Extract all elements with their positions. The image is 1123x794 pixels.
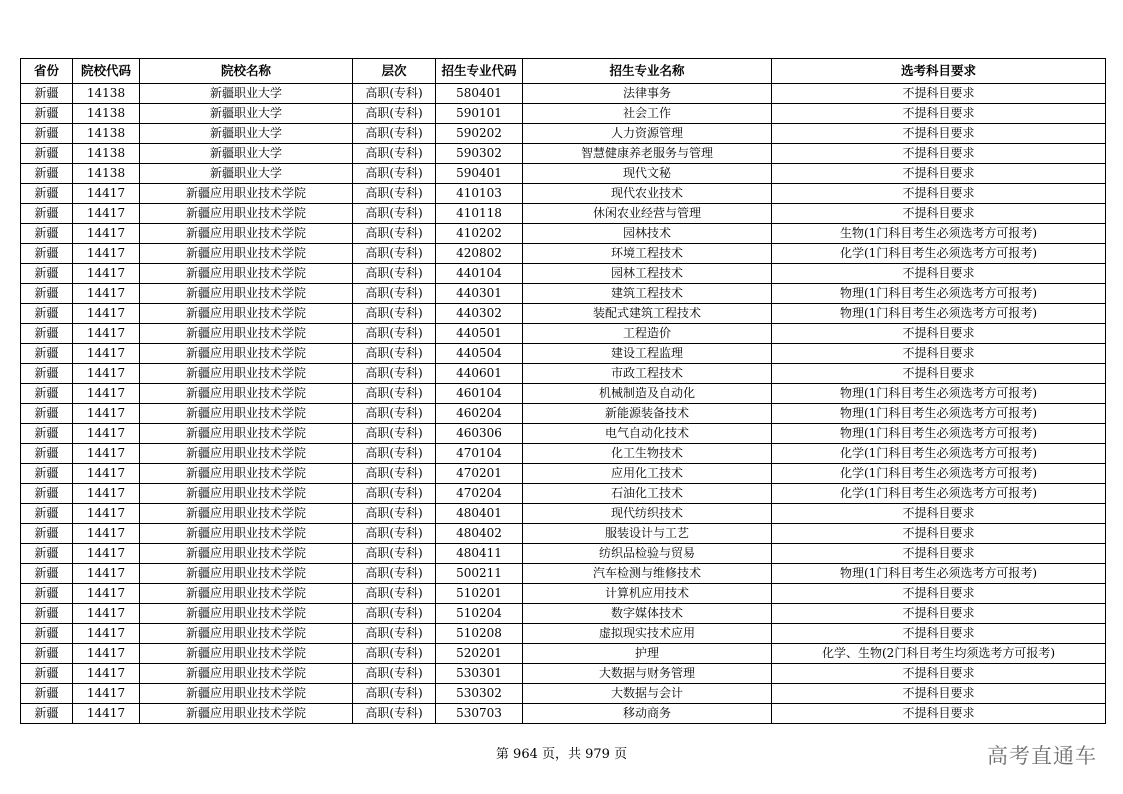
cell-major-code: 410202 <box>436 224 523 244</box>
cell-major-code: 440504 <box>436 344 523 364</box>
cell-school-code: 14417 <box>73 244 140 264</box>
cell-province: 新疆 <box>21 384 73 404</box>
cell-province: 新疆 <box>21 304 73 324</box>
column-header-school-name: 院校名称 <box>140 59 353 84</box>
table-row <box>21 84 1106 104</box>
table-row <box>21 364 1106 384</box>
cell-school-code: 14417 <box>73 604 140 624</box>
cell-subject-requirement: 不提科目要求 <box>772 144 1106 164</box>
cell-province: 新疆 <box>21 604 73 624</box>
cell-major-name: 建筑工程技术 <box>523 284 772 304</box>
cell-subject-requirement: 生物(1门科目考生必须选考方可报考) <box>772 224 1106 244</box>
cell-school-name: 新疆应用职业技术学院 <box>140 644 353 664</box>
cell-subject-requirement: 物理(1门科目考生必须选考方可报考) <box>772 564 1106 584</box>
cell-major-code: 500211 <box>436 564 523 584</box>
table-row <box>21 444 1106 464</box>
cell-major-name: 大数据与财务管理 <box>523 664 772 684</box>
cell-school-name: 新疆职业大学 <box>140 144 353 164</box>
cell-subject-requirement: 不提科目要求 <box>772 624 1106 644</box>
cell-major-code: 420802 <box>436 244 523 264</box>
cell-subject-requirement: 物理(1门科目考生必须选考方可报考) <box>772 304 1106 324</box>
cell-level: 高职(专科) <box>353 264 436 284</box>
table-row <box>21 284 1106 304</box>
cell-school-code: 14417 <box>73 344 140 364</box>
cell-level: 高职(专科) <box>353 224 436 244</box>
cell-province: 新疆 <box>21 244 73 264</box>
cell-major-code: 480411 <box>436 544 523 564</box>
cell-level: 高职(专科) <box>353 164 436 184</box>
cell-major-code: 480401 <box>436 504 523 524</box>
column-header-level: 层次 <box>353 59 436 84</box>
cell-subject-requirement: 化学(1门科目考生必须选考方可报考) <box>772 484 1106 504</box>
cell-level: 高职(专科) <box>353 524 436 544</box>
cell-subject-requirement: 不提科目要求 <box>772 364 1106 384</box>
cell-province: 新疆 <box>21 504 73 524</box>
cell-school-name: 新疆应用职业技术学院 <box>140 524 353 544</box>
cell-province: 新疆 <box>21 624 73 644</box>
cell-major-code: 440501 <box>436 324 523 344</box>
cell-school-name: 新疆应用职业技术学院 <box>140 204 353 224</box>
cell-major-name: 现代农业技术 <box>523 184 772 204</box>
cell-major-code: 530703 <box>436 704 523 724</box>
cell-subject-requirement: 不提科目要求 <box>772 584 1106 604</box>
cell-province: 新疆 <box>21 84 73 104</box>
cell-province: 新疆 <box>21 704 73 724</box>
cell-major-code: 530302 <box>436 684 523 704</box>
cell-school-name: 新疆职业大学 <box>140 84 353 104</box>
cell-school-name: 新疆应用职业技术学院 <box>140 664 353 684</box>
cell-major-name: 石油化工技术 <box>523 484 772 504</box>
table-row <box>21 204 1106 224</box>
cell-major-name: 机械制造及自动化 <box>523 384 772 404</box>
column-header-school-code: 院校代码 <box>73 59 140 84</box>
cell-major-code: 590202 <box>436 124 523 144</box>
cell-major-name: 现代纺织技术 <box>523 504 772 524</box>
table-row <box>21 664 1106 684</box>
cell-province: 新疆 <box>21 104 73 124</box>
cell-level: 高职(专科) <box>353 684 436 704</box>
cell-school-name: 新疆应用职业技术学院 <box>140 684 353 704</box>
column-header-province: 省份 <box>21 59 73 84</box>
cell-level: 高职(专科) <box>353 284 436 304</box>
cell-school-name: 新疆应用职业技术学院 <box>140 284 353 304</box>
cell-subject-requirement: 不提科目要求 <box>772 524 1106 544</box>
cell-major-name: 化工生物技术 <box>523 444 772 464</box>
cell-level: 高职(专科) <box>353 404 436 424</box>
cell-major-code: 590302 <box>436 144 523 164</box>
cell-level: 高职(专科) <box>353 124 436 144</box>
cell-province: 新疆 <box>21 584 73 604</box>
cell-school-code: 14417 <box>73 264 140 284</box>
cell-province: 新疆 <box>21 484 73 504</box>
cell-level: 高职(专科) <box>353 424 436 444</box>
cell-major-code: 590401 <box>436 164 523 184</box>
table-row <box>21 384 1106 404</box>
cell-province: 新疆 <box>21 444 73 464</box>
cell-school-code: 14417 <box>73 204 140 224</box>
cell-school-name: 新疆应用职业技术学院 <box>140 304 353 324</box>
cell-subject-requirement: 不提科目要求 <box>772 164 1106 184</box>
cell-school-name: 新疆应用职业技术学院 <box>140 244 353 264</box>
cell-subject-requirement: 不提科目要求 <box>772 504 1106 524</box>
cell-major-name: 市政工程技术 <box>523 364 772 384</box>
cell-level: 高职(专科) <box>353 144 436 164</box>
cell-level: 高职(专科) <box>353 624 436 644</box>
cell-subject-requirement: 化学(1门科目考生必须选考方可报考) <box>772 244 1106 264</box>
table-row <box>21 104 1106 124</box>
cell-subject-requirement: 化学、生物(2门科目考生均须选考方可报考) <box>772 644 1106 664</box>
table-row <box>21 404 1106 424</box>
cell-major-code: 460306 <box>436 424 523 444</box>
cell-subject-requirement: 不提科目要求 <box>772 84 1106 104</box>
cell-school-code: 14417 <box>73 504 140 524</box>
cell-school-code: 14417 <box>73 544 140 564</box>
cell-school-code: 14417 <box>73 304 140 324</box>
table-row <box>21 424 1106 444</box>
cell-major-name: 工程造价 <box>523 324 772 344</box>
table-row <box>21 264 1106 284</box>
column-header-major-name: 招生专业名称 <box>523 59 772 84</box>
cell-school-name: 新疆应用职业技术学院 <box>140 544 353 564</box>
cell-province: 新疆 <box>21 464 73 484</box>
cell-level: 高职(专科) <box>353 184 436 204</box>
cell-school-name: 新疆应用职业技术学院 <box>140 604 353 624</box>
cell-major-name: 数字媒体技术 <box>523 604 772 624</box>
cell-subject-requirement: 不提科目要求 <box>772 544 1106 564</box>
cell-school-code: 14138 <box>73 164 140 184</box>
table-row <box>21 344 1106 364</box>
cell-school-name: 新疆应用职业技术学院 <box>140 264 353 284</box>
cell-province: 新疆 <box>21 224 73 244</box>
cell-school-code: 14417 <box>73 444 140 464</box>
cell-major-name: 建设工程监理 <box>523 344 772 364</box>
cell-major-code: 510201 <box>436 584 523 604</box>
column-header-subject-requirement: 选考科目要求 <box>772 59 1106 84</box>
table-row <box>21 184 1106 204</box>
cell-school-code: 14417 <box>73 404 140 424</box>
table-row <box>21 324 1106 344</box>
cell-level: 高职(专科) <box>353 704 436 724</box>
cell-major-name: 环境工程技术 <box>523 244 772 264</box>
cell-major-code: 530301 <box>436 664 523 684</box>
cell-subject-requirement: 不提科目要求 <box>772 664 1106 684</box>
cell-school-name: 新疆应用职业技术学院 <box>140 224 353 244</box>
cell-school-code: 14138 <box>73 104 140 124</box>
table-row <box>21 584 1106 604</box>
cell-school-name: 新疆应用职业技术学院 <box>140 384 353 404</box>
cell-subject-requirement: 不提科目要求 <box>772 264 1106 284</box>
cell-province: 新疆 <box>21 644 73 664</box>
cell-school-code: 14138 <box>73 84 140 104</box>
cell-school-name: 新疆职业大学 <box>140 164 353 184</box>
cell-major-name: 园林工程技术 <box>523 264 772 284</box>
table-row <box>21 304 1106 324</box>
cell-province: 新疆 <box>21 544 73 564</box>
cell-major-name: 汽车检测与维修技术 <box>523 564 772 584</box>
cell-school-code: 14138 <box>73 124 140 144</box>
table-row <box>21 704 1106 724</box>
table-row <box>21 124 1106 144</box>
cell-level: 高职(专科) <box>353 484 436 504</box>
cell-level: 高职(专科) <box>353 84 436 104</box>
table-row <box>21 504 1106 524</box>
cell-level: 高职(专科) <box>353 584 436 604</box>
cell-province: 新疆 <box>21 344 73 364</box>
cell-school-code: 14417 <box>73 644 140 664</box>
cell-school-name: 新疆应用职业技术学院 <box>140 484 353 504</box>
cell-province: 新疆 <box>21 324 73 344</box>
cell-school-name: 新疆应用职业技术学院 <box>140 364 353 384</box>
table-row <box>21 144 1106 164</box>
cell-major-name: 计算机应用技术 <box>523 584 772 604</box>
cell-school-name: 新疆应用职业技术学院 <box>140 324 353 344</box>
cell-school-name: 新疆应用职业技术学院 <box>140 464 353 484</box>
table-row <box>21 604 1106 624</box>
cell-major-code: 510204 <box>436 604 523 624</box>
cell-major-code: 410118 <box>436 204 523 224</box>
cell-school-code: 14417 <box>73 364 140 384</box>
cell-major-code: 580401 <box>436 84 523 104</box>
cell-major-name: 服装设计与工艺 <box>523 524 772 544</box>
cell-level: 高职(专科) <box>353 364 436 384</box>
cell-school-name: 新疆应用职业技术学院 <box>140 424 353 444</box>
cell-school-code: 14417 <box>73 484 140 504</box>
cell-school-code: 14138 <box>73 144 140 164</box>
cell-subject-requirement: 化学(1门科目考生必须选考方可报考) <box>772 444 1106 464</box>
cell-major-name: 现代文秘 <box>523 164 772 184</box>
cell-school-code: 14417 <box>73 324 140 344</box>
cell-major-name: 园林技术 <box>523 224 772 244</box>
cell-school-code: 14417 <box>73 684 140 704</box>
cell-level: 高职(专科) <box>353 644 436 664</box>
cell-school-name: 新疆应用职业技术学院 <box>140 404 353 424</box>
cell-major-code: 470201 <box>436 464 523 484</box>
cell-school-code: 14417 <box>73 424 140 444</box>
cell-level: 高职(专科) <box>353 504 436 524</box>
cell-level: 高职(专科) <box>353 544 436 564</box>
cell-level: 高职(专科) <box>353 564 436 584</box>
cell-level: 高职(专科) <box>353 344 436 364</box>
table-row <box>21 164 1106 184</box>
cell-province: 新疆 <box>21 524 73 544</box>
cell-major-code: 460204 <box>436 404 523 424</box>
cell-province: 新疆 <box>21 204 73 224</box>
cell-major-code: 510208 <box>436 624 523 644</box>
cell-subject-requirement: 不提科目要求 <box>772 684 1106 704</box>
cell-major-code: 470104 <box>436 444 523 464</box>
cell-major-name: 新能源装备技术 <box>523 404 772 424</box>
cell-major-name: 纺织品检验与贸易 <box>523 544 772 564</box>
page-number: 第 964 页，共 979 页 <box>495 747 628 762</box>
cell-subject-requirement: 物理(1门科目考生必须选考方可报考) <box>772 284 1106 304</box>
cell-province: 新疆 <box>21 684 73 704</box>
cell-level: 高职(专科) <box>353 444 436 464</box>
cell-level: 高职(专科) <box>353 384 436 404</box>
cell-subject-requirement: 物理(1门科目考生必须选考方可报考) <box>772 404 1106 424</box>
cell-major-name: 人力资源管理 <box>523 124 772 144</box>
table-row <box>21 564 1106 584</box>
cell-major-name: 虚拟现实技术应用 <box>523 624 772 644</box>
cell-level: 高职(专科) <box>353 324 436 344</box>
table-body <box>21 84 1106 724</box>
cell-level: 高职(专科) <box>353 604 436 624</box>
cell-province: 新疆 <box>21 564 73 584</box>
table-row <box>21 684 1106 704</box>
cell-school-name: 新疆应用职业技术学院 <box>140 504 353 524</box>
cell-major-code: 440301 <box>436 284 523 304</box>
cell-province: 新疆 <box>21 144 73 164</box>
cell-school-name: 新疆应用职业技术学院 <box>140 624 353 644</box>
cell-school-name: 新疆应用职业技术学院 <box>140 564 353 584</box>
table-row <box>21 244 1106 264</box>
column-header-major-code: 招生专业代码 <box>436 59 523 84</box>
cell-subject-requirement: 物理(1门科目考生必须选考方可报考) <box>772 424 1106 444</box>
cell-subject-requirement: 化学(1门科目考生必须选考方可报考) <box>772 464 1106 484</box>
cell-school-code: 14417 <box>73 624 140 644</box>
cell-school-name: 新疆职业大学 <box>140 124 353 144</box>
table-row <box>21 624 1106 644</box>
cell-school-code: 14417 <box>73 464 140 484</box>
cell-province: 新疆 <box>21 424 73 444</box>
table-row <box>21 524 1106 544</box>
cell-major-code: 410103 <box>436 184 523 204</box>
cell-level: 高职(专科) <box>353 244 436 264</box>
cell-school-code: 14417 <box>73 224 140 244</box>
cell-major-name: 法律事务 <box>523 84 772 104</box>
watermark-logo: 高考直通车 <box>987 744 1097 768</box>
cell-province: 新疆 <box>21 364 73 384</box>
cell-province: 新疆 <box>21 404 73 424</box>
cell-major-name: 智慧健康养老服务与管理 <box>523 144 772 164</box>
cell-major-name: 大数据与会计 <box>523 684 772 704</box>
cell-major-name: 社会工作 <box>523 104 772 124</box>
cell-major-code: 470204 <box>436 484 523 504</box>
cell-major-code: 440104 <box>436 264 523 284</box>
cell-major-code: 440601 <box>436 364 523 384</box>
cell-major-code: 590101 <box>436 104 523 124</box>
cell-subject-requirement: 不提科目要求 <box>772 204 1106 224</box>
cell-subject-requirement: 不提科目要求 <box>772 184 1106 204</box>
cell-school-code: 14417 <box>73 564 140 584</box>
cell-subject-requirement: 不提科目要求 <box>772 324 1106 344</box>
cell-school-name: 新疆应用职业技术学院 <box>140 704 353 724</box>
table-row <box>21 644 1106 664</box>
table-row <box>21 484 1106 504</box>
cell-subject-requirement: 不提科目要求 <box>772 344 1106 364</box>
cell-level: 高职(专科) <box>353 304 436 324</box>
cell-major-code: 460104 <box>436 384 523 404</box>
cell-major-name: 休闲农业经营与管理 <box>523 204 772 224</box>
cell-school-code: 14417 <box>73 384 140 404</box>
table-row <box>21 464 1106 484</box>
table-row <box>21 224 1106 244</box>
cell-level: 高职(专科) <box>353 464 436 484</box>
cell-province: 新疆 <box>21 284 73 304</box>
enrollment-table <box>20 58 1106 724</box>
cell-school-code: 14417 <box>73 524 140 544</box>
cell-province: 新疆 <box>21 664 73 684</box>
cell-school-name: 新疆应用职业技术学院 <box>140 344 353 364</box>
cell-subject-requirement: 不提科目要求 <box>772 604 1106 624</box>
cell-school-code: 14417 <box>73 664 140 684</box>
cell-school-code: 14417 <box>73 184 140 204</box>
cell-major-code: 480402 <box>436 524 523 544</box>
cell-major-name: 电气自动化技术 <box>523 424 772 444</box>
cell-school-name: 新疆应用职业技术学院 <box>140 184 353 204</box>
cell-province: 新疆 <box>21 264 73 284</box>
cell-major-name: 应用化工技术 <box>523 464 772 484</box>
cell-school-code: 14417 <box>73 284 140 304</box>
cell-province: 新疆 <box>21 164 73 184</box>
cell-school-name: 新疆应用职业技术学院 <box>140 444 353 464</box>
cell-subject-requirement: 不提科目要求 <box>772 104 1106 124</box>
cell-province: 新疆 <box>21 124 73 144</box>
cell-subject-requirement: 不提科目要求 <box>772 704 1106 724</box>
cell-level: 高职(专科) <box>353 664 436 684</box>
cell-school-code: 14417 <box>73 584 140 604</box>
cell-school-name: 新疆职业大学 <box>140 104 353 124</box>
table-header-row <box>21 59 1106 84</box>
cell-major-code: 440302 <box>436 304 523 324</box>
cell-subject-requirement: 物理(1门科目考生必须选考方可报考) <box>772 384 1106 404</box>
cell-province: 新疆 <box>21 184 73 204</box>
cell-level: 高职(专科) <box>353 104 436 124</box>
cell-subject-requirement: 不提科目要求 <box>772 124 1106 144</box>
cell-major-code: 520201 <box>436 644 523 664</box>
cell-major-name: 移动商务 <box>523 704 772 724</box>
table-row <box>21 544 1106 564</box>
cell-major-name: 装配式建筑工程技术 <box>523 304 772 324</box>
cell-level: 高职(专科) <box>353 204 436 224</box>
cell-major-name: 护理 <box>523 644 772 664</box>
cell-school-code: 14417 <box>73 704 140 724</box>
cell-school-name: 新疆应用职业技术学院 <box>140 584 353 604</box>
